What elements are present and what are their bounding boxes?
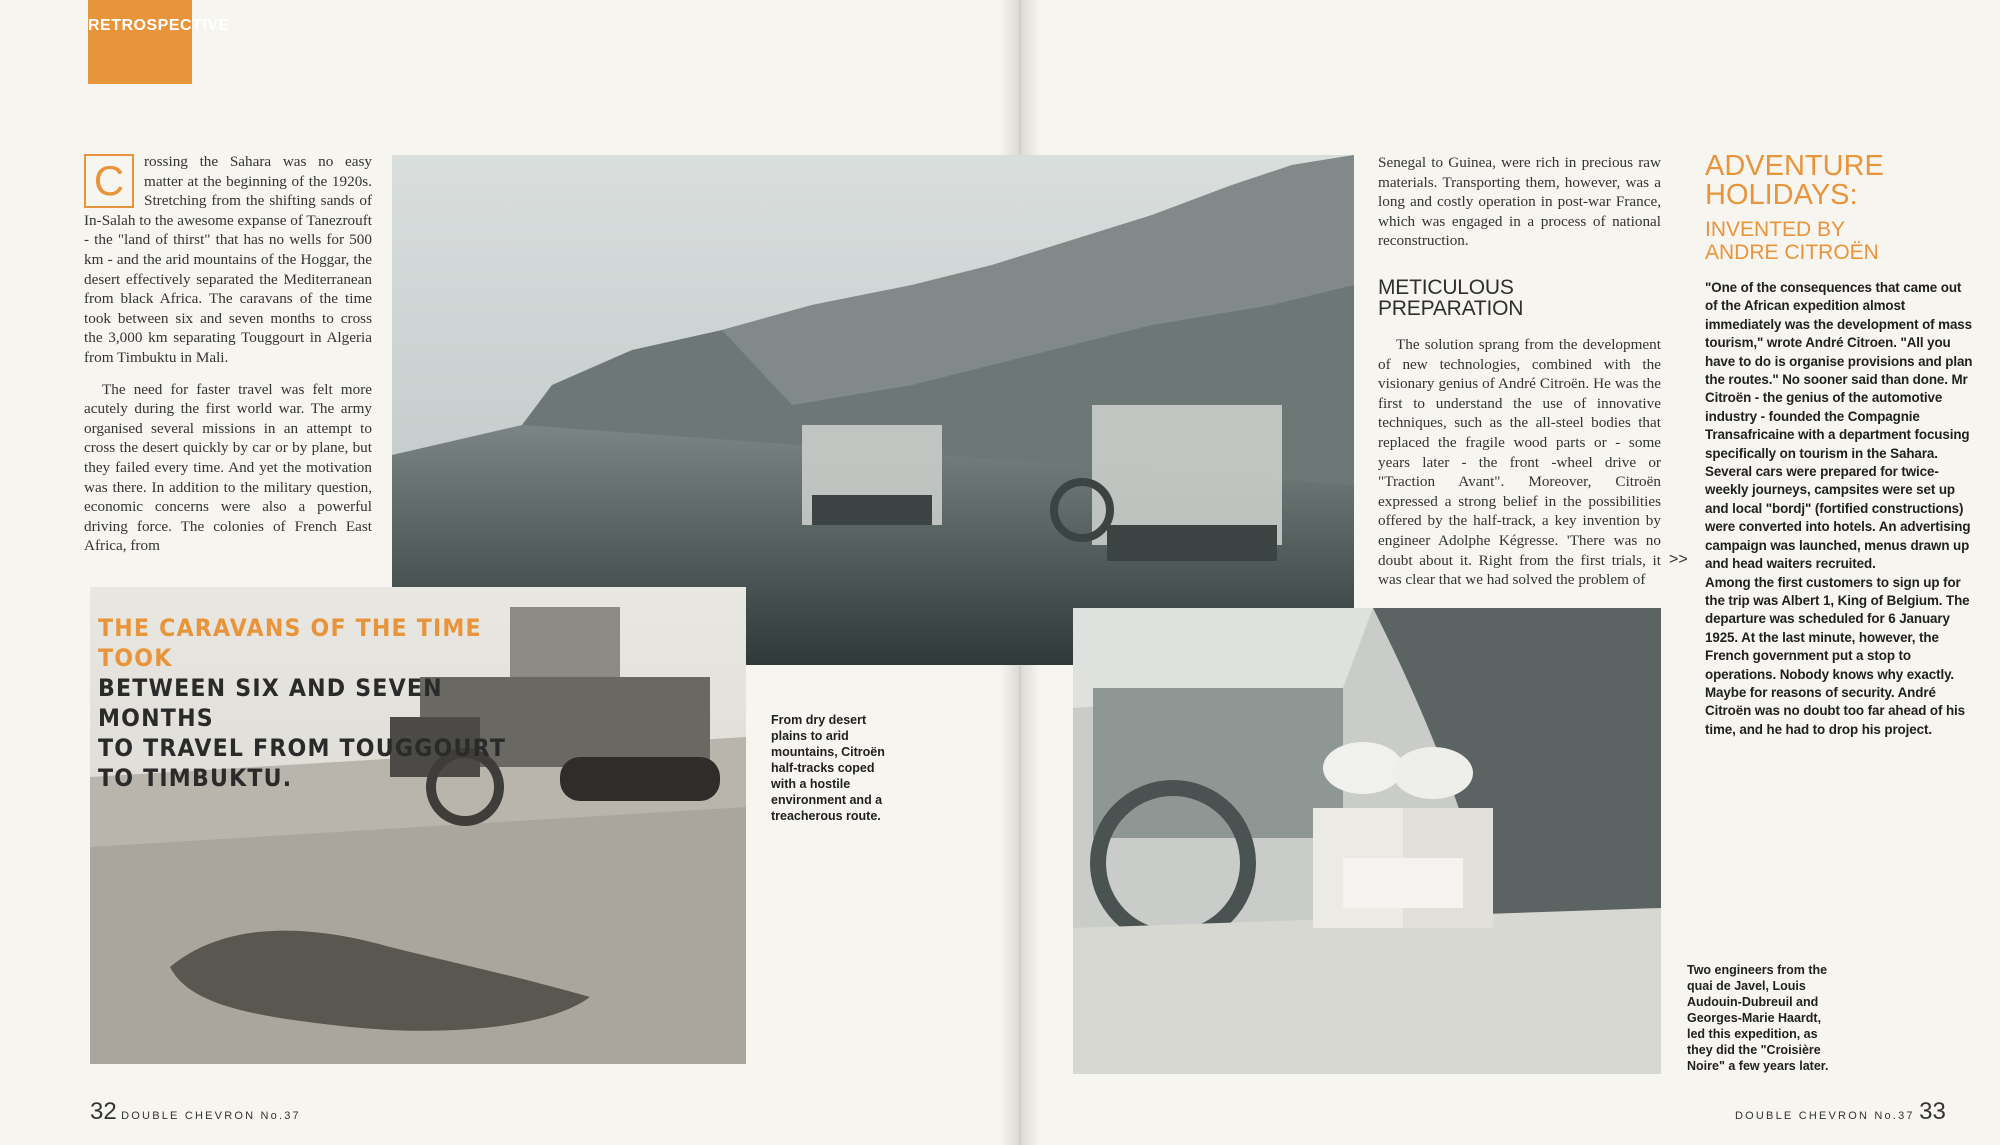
- footer-right: [1735, 1098, 1946, 1126]
- pull-quote-line-3: TO TRAVEL FROM TOUGGOURT: [98, 734, 507, 762]
- middle-paragraph-1: Senegal to Guinea, were rich in precious raw materials. Transporting them, however, was a long and costly operation in post-war France, which was engaged in a process of national reconstruction.: [1378, 154, 1661, 250]
- subheading-line-2: PREPARATION: [1378, 297, 1524, 320]
- sidebar-subheading-line-2: ANDRE CITROËN: [1705, 241, 1879, 264]
- footer-left: [90, 1098, 301, 1126]
- pull-quote: [98, 613, 521, 793]
- pull-quote-line-1: THE CARAVANS OF THE TIME TOOK: [98, 614, 482, 672]
- section-tab: [88, 0, 192, 84]
- photo-engineers: [1073, 608, 1661, 1074]
- intro-paragraph: rossing the Sahara was no easy matter at the beginning of the 1920s. Stretching from the shifting sands of In-Salah to the awesome expanse of Tanezrouft - the "land of thirst" that has no wells for 500 km - and the arid mountains of the Hoggar, the desert effectively separated the Mediterranean from black Africa. The caravans of the time took between six and seven months to cross the 3,000 km separating Touggourt in Algeria from Timbuktu in Mali.: [84, 153, 372, 366]
- sidebar-heading: [1705, 152, 1975, 264]
- second-paragraph: The need for faster travel was felt more acutely during the first world war. The army organised several missions in an attempt to cross the desert quickly by car or by plane, but they failed every time. And yet the motivation was there. In addition to the military question, economic concerns were also a powerful driving force. The colonies of French East Africa, from: [84, 380, 372, 555]
- left-column: [84, 152, 372, 556]
- middle-column-bottom: [1378, 335, 1661, 590]
- middle-column-top: [1378, 153, 1661, 251]
- magazine-name-right: DOUBLE CHEVRON No.37: [1735, 1110, 1915, 1122]
- page-number-left: 32: [90, 1098, 117, 1125]
- pull-quote-line-2: BETWEEN SIX AND SEVEN MONTHS: [98, 674, 443, 732]
- pull-quote-line-4: TO TIMBUKTU.: [98, 764, 293, 792]
- sidebar-heading-line-2: HOLIDAYS:: [1705, 179, 1858, 211]
- magazine-name-left: DOUBLE CHEVRON No.37: [121, 1110, 301, 1122]
- caption-right: Two engineers from the quai de Javel, Louis Audouin-Dubreuil and Georges-Marie Haardt, led this expedition, as they did the "Croisière Noire" a few years later.: [1687, 963, 1829, 1073]
- middle-paragraph-2: The solution sprang from the development of new technologies, combined with the visionary genius of André Citroën. He was the first to understand the use of innovative techniques, such as the all-steel bodies that replaced the fragile wood parts or - some years later - the front -wheel drive or "Traction Avant". Moreover, Citroën expressed a strong belief in the possibilities offered by the half-track, a key invention by engineer Adolphe Kégresse. 'There was no doubt about it. Right from the first trials, it was clear that we had solved the problem of: [1378, 336, 1661, 589]
- subheading-line-1: METICULOUS: [1378, 276, 1514, 299]
- section-tab-label: RETROSPECTIVE: [88, 17, 230, 34]
- sidebar-paragraph-1: "One of the consequences that came out of the African expedition almost immediately was the development of mass tourism," wrote André Citroen. "All you have to do is organise provisions and plan the routes." No sooner said than done. Mr Citroën - the genius of the automotive industry - founded the Compagnie Transafricaine with a department focusing specifically on tourism in the Sahara. Several cars were prepared for twice-weekly journeys, campsites were set up and local "bordj" (fortified constructions) were converted into hotels. An advertising campaign was launched, menus drawn up and head waiters recruited.: [1705, 280, 1973, 572]
- subheading-meticulous: [1378, 277, 1523, 319]
- continue-arrows: >>: [1669, 551, 1688, 568]
- page-number-right: 33: [1919, 1098, 1946, 1125]
- drop-cap: C: [84, 154, 134, 208]
- sidebar-subheading-line-1: INVENTED BY: [1705, 218, 1846, 241]
- sidebar-paragraph-2: Among the first customers to sign up for the trip was Albert 1, King of Belgium. The departure was scheduled for 6 January 1925. At the last minute, however, the French government put a stop to operations. Nobody knows why exactly. Maybe for reasons of security. André Citroën was no doubt too far ahead of his time, and he had to drop his project.: [1705, 574, 1970, 737]
- sidebar-heading-line-1: ADVENTURE: [1705, 150, 1884, 182]
- caption-left: From dry desert plains to arid mountains, Citroën half-tracks coped with a hostile environment and a treacherous route.: [771, 713, 885, 823]
- sidebar-body: [1705, 279, 1973, 739]
